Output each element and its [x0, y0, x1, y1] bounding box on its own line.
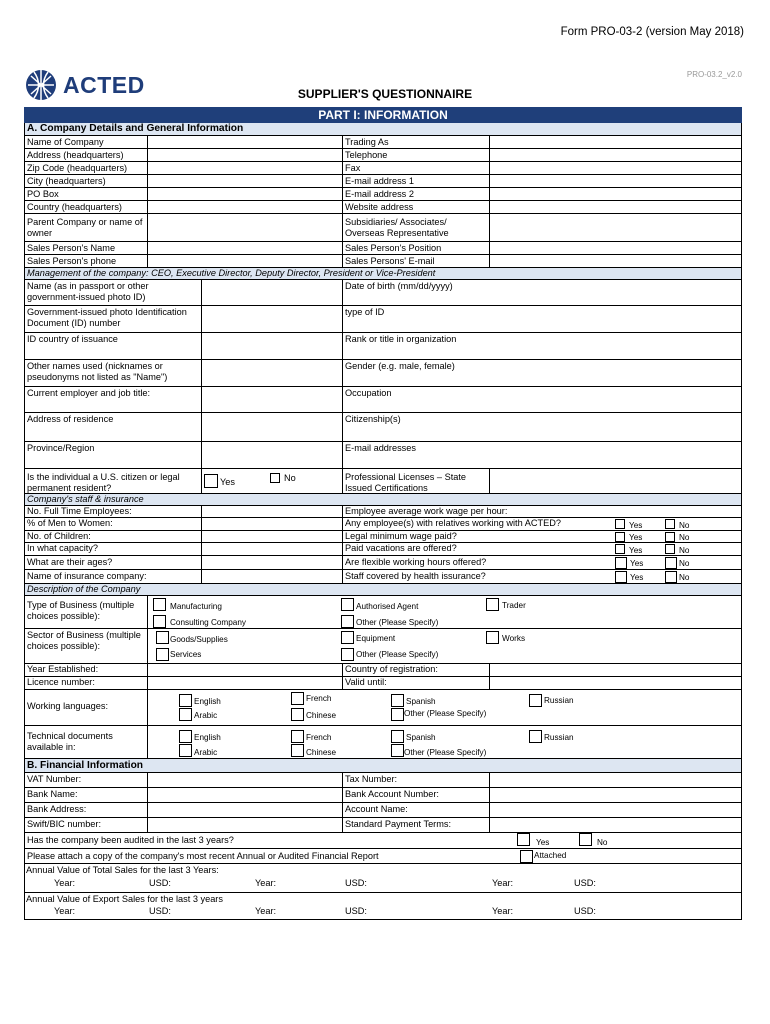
field-input[interactable] [201, 442, 342, 468]
option-label: Works [502, 634, 526, 643]
logo-text: ACTED [63, 71, 145, 98]
total-sales-block [24, 864, 742, 893]
field-input[interactable] [147, 242, 342, 254]
flexible-hours-yes-checkbox[interactable] [615, 557, 627, 569]
field-label: What are their ages? [27, 557, 113, 567]
lang-russian-checkbox[interactable] [529, 694, 542, 707]
usd-label: USD: [345, 906, 367, 916]
option-label: No [679, 533, 690, 542]
field-input[interactable] [489, 214, 741, 241]
option-label: Yes [629, 533, 643, 542]
doc-arabic-checkbox[interactable] [179, 744, 192, 757]
staff-header: Company's staff & insurance [24, 494, 742, 506]
field-label: Parent Company or name of owner [27, 217, 143, 238]
field-label: Swift/BIC number: [27, 819, 102, 829]
field-label: Trading As [342, 136, 489, 148]
option-label: Goods/Supplies [170, 635, 228, 644]
vacations-yes-checkbox[interactable] [615, 544, 625, 554]
field-label: VAT Number: [27, 774, 82, 784]
field-input[interactable] [201, 531, 342, 542]
version-tag: PRO-03.2_v2.0 [686, 70, 742, 79]
company-rows [24, 136, 742, 268]
field-label: Bank Address: [27, 804, 87, 814]
lang-other-checkbox[interactable] [391, 708, 404, 721]
section-b-header: B. Financial Information [24, 759, 742, 773]
field-label: Tax Number: [342, 773, 489, 787]
doc-english-checkbox[interactable] [179, 730, 192, 743]
field-label: Sales Person's Position [342, 242, 489, 254]
doc-russian-checkbox[interactable] [529, 730, 542, 743]
lang-spanish-checkbox[interactable] [391, 694, 404, 707]
us-citizen-no-checkbox[interactable] [270, 473, 280, 483]
field-input[interactable] [615, 506, 741, 517]
goods-supplies-checkbox[interactable] [156, 631, 169, 644]
field-input[interactable] [489, 469, 741, 493]
min-wage-no-checkbox[interactable] [665, 532, 675, 542]
field-label: No. Full Time Employees: [27, 506, 132, 516]
field-label: Sales Person's Name [27, 243, 116, 253]
option-label: Spanish [406, 733, 436, 742]
field-input[interactable] [147, 175, 342, 187]
field-label: Is the individual a U.S. citizen or legal permanent resident? [27, 472, 180, 493]
doc-french-checkbox[interactable] [291, 730, 304, 743]
field-input[interactable] [489, 188, 741, 200]
field-label: Fax [342, 162, 489, 174]
year-label: Year: [54, 878, 76, 888]
field-input[interactable] [147, 214, 342, 241]
type-other-checkbox[interactable] [341, 615, 354, 628]
field-input[interactable] [489, 773, 741, 787]
part-heading: PART I: INFORMATION [24, 107, 742, 123]
field-label: Professional Licenses – State Issued Certifications [342, 469, 489, 493]
doc-spanish-checkbox[interactable] [391, 730, 404, 743]
field-input[interactable] [489, 162, 741, 174]
field-label: Bank Name: [27, 789, 78, 799]
option-label: Russian [544, 696, 574, 705]
field-input[interactable] [201, 387, 342, 412]
option-label: Other (Please Specify) [356, 650, 439, 659]
option-label: Yes [536, 838, 550, 847]
lang-chinese-checkbox[interactable] [291, 708, 304, 721]
field-input[interactable] [201, 360, 342, 386]
option-label: No [597, 838, 608, 847]
field-input[interactable] [147, 677, 342, 689]
option-label: French [306, 733, 332, 742]
option-label: Other (Please Specify) [404, 748, 487, 757]
option-label: No [679, 573, 690, 582]
management-header: Management of the company: CEO, Executive Director, Deputy Director, President or Vice-President [24, 268, 742, 280]
field-input[interactable] [147, 188, 342, 200]
field-input[interactable] [201, 306, 342, 332]
option-label: Yes [629, 521, 643, 530]
field-label: Address (headquarters) [27, 150, 124, 160]
usd-label: USD: [574, 906, 596, 916]
field-label: Are flexible working hours offered? [342, 556, 615, 569]
field-label: In what capacity? [27, 543, 98, 553]
field-input[interactable] [147, 818, 342, 832]
field-input[interactable] [489, 175, 741, 187]
option-label: No [679, 559, 690, 568]
field-label: Other names used (nicknames or pseudonyms not listed as "Name") [27, 361, 168, 382]
field-input[interactable] [201, 518, 342, 530]
field-input[interactable] [147, 803, 342, 817]
option-label: Yes [630, 573, 644, 582]
field-input[interactable] [201, 556, 342, 569]
attached-checkbox[interactable] [520, 850, 533, 863]
option-label: Chinese [306, 711, 337, 720]
usd-label: USD: [574, 878, 596, 888]
field-label: Sector of Business (multiple choices possible): [27, 630, 141, 651]
year-label: Year: [54, 906, 76, 916]
field-label: Zip Code (headquarters) [27, 163, 128, 173]
lang-french-checkbox[interactable] [291, 692, 304, 705]
page-title: SUPPLIER'S QUESTIONNAIRE [297, 87, 473, 101]
field-input[interactable] [489, 255, 741, 267]
year-label: Year: [492, 878, 514, 888]
relatives-yes-checkbox[interactable] [615, 519, 625, 529]
option-label: French [306, 694, 332, 703]
option-label: Russian [544, 733, 574, 742]
field-label: E-mail addresses [342, 442, 741, 468]
option-label: Manufacturing [170, 602, 222, 611]
field-input[interactable] [489, 136, 741, 148]
doc-chinese-checkbox[interactable] [291, 744, 304, 757]
audited-yes-checkbox[interactable] [517, 833, 530, 846]
field-label: Address of residence [27, 414, 114, 424]
field-label: Staff covered by health issurance? [342, 570, 615, 583]
option-label: Yes [220, 477, 235, 487]
field-label: ID country of issuance [27, 334, 118, 344]
authorised-agent-checkbox[interactable] [341, 598, 354, 611]
field-label: Technical documents available in: [27, 731, 113, 752]
option-label: Other (Please Specify) [356, 618, 439, 627]
field-label: Year Established: [27, 664, 99, 674]
year-label: Year: [492, 906, 514, 916]
field-label: Province/Region [27, 443, 95, 453]
field-input[interactable] [201, 413, 342, 441]
field-label: No. of Children: [27, 531, 91, 541]
business-sector-options [147, 629, 741, 663]
field-input[interactable] [489, 788, 741, 802]
field-input[interactable] [147, 773, 342, 787]
option-label: No [679, 521, 690, 530]
field-label: Has the company been audited in the last 3 years? [27, 835, 234, 845]
field-label: Gender (e.g. male, female) [342, 360, 741, 386]
field-label: City (headquarters) [27, 176, 106, 186]
field-label: Website address [342, 201, 489, 213]
field-input[interactable] [201, 333, 342, 359]
field-input[interactable] [489, 149, 741, 161]
field-label: Please attach a copy of the company's most recent Annual or Audited Financial Report [27, 851, 379, 861]
field-label: Annual Value of Export Sales for the last 3 years [26, 894, 223, 904]
audited-options [505, 833, 741, 848]
field-label: Annual Value of Total Sales for the last 3 Years: [26, 865, 219, 875]
field-input[interactable] [147, 788, 342, 802]
field-label: Name of insurance company: [27, 571, 147, 581]
field-label: Country (headquarters) [27, 202, 122, 212]
field-label: Employee average work wage per hour: [342, 506, 615, 517]
year-label: Year: [255, 878, 277, 888]
field-label: Licence number: [27, 677, 95, 687]
field-input[interactable] [201, 280, 342, 305]
field-label: Citizenship(s) [342, 413, 741, 441]
field-label: E-mail address 2 [342, 188, 489, 200]
health-yes-checkbox[interactable] [615, 571, 627, 583]
flexible-hours-no-checkbox[interactable] [665, 557, 677, 569]
field-input[interactable] [489, 677, 741, 689]
field-input[interactable] [489, 664, 741, 676]
option-label: Spanish [406, 697, 436, 706]
field-label: Subsidiaries/ Associates/ Overseas Representative [342, 214, 489, 241]
working-languages-options [147, 690, 741, 725]
field-label: PO Box [27, 189, 59, 199]
option-label: Other (Please Specify) [404, 709, 487, 718]
field-label: Sales Person's phone [27, 256, 117, 266]
supplier-form [24, 123, 742, 920]
field-label: Country of registration: [342, 664, 489, 676]
health-no-checkbox[interactable] [665, 571, 677, 583]
field-input[interactable] [147, 255, 342, 267]
option-label: Authorised Agent [356, 602, 419, 611]
us-citizen-options [201, 469, 342, 493]
field-label: Working languages: [27, 701, 109, 711]
option-label: Trader [502, 601, 526, 610]
field-label: % of Men to Women: [27, 518, 113, 528]
option-label: Arabic [194, 748, 218, 757]
min-wage-yes-checkbox[interactable] [615, 532, 625, 542]
trader-checkbox[interactable] [486, 598, 499, 611]
usd-label: USD: [149, 906, 171, 916]
field-input[interactable] [489, 818, 741, 832]
field-input[interactable] [147, 664, 342, 676]
option-label: English [194, 733, 221, 742]
usd-label: USD: [345, 878, 367, 888]
business-type-options [147, 596, 741, 628]
consulting-checkbox[interactable] [153, 615, 166, 628]
option-label: Consulting Company [170, 618, 247, 627]
field-label: Type of Business (multiple choices possible): [27, 600, 135, 621]
description-header: Description of the Company [24, 584, 742, 596]
field-label: Standard Payment Terms: [342, 818, 489, 832]
field-label: Occupation [342, 387, 741, 412]
field-label: Sales Persons' E-mail [342, 255, 489, 267]
relatives-no-checkbox[interactable] [665, 519, 675, 529]
option-label: Attached [534, 851, 567, 860]
works-checkbox[interactable] [486, 631, 499, 644]
year-label: Year: [255, 906, 277, 916]
us-citizen-yes-checkbox[interactable] [204, 474, 218, 488]
field-label: type of ID [342, 306, 741, 332]
field-label: Date of birth (mm/dd/yyyy) [342, 280, 741, 305]
option-label: Equipment [356, 634, 396, 643]
equipment-checkbox[interactable] [341, 631, 354, 644]
field-label: E-mail address 1 [342, 175, 489, 187]
field-label: Name of Company [27, 137, 104, 147]
option-label: English [194, 697, 221, 706]
sector-other-checkbox[interactable] [341, 648, 354, 661]
field-label: Any employee(s) with relatives working with ACTED? [342, 518, 615, 530]
form-number: Form PRO-03-2 (version May 2018) [560, 26, 744, 38]
option-label: Services [170, 650, 202, 659]
field-label: Account Name: [342, 803, 489, 817]
field-input[interactable] [201, 570, 342, 583]
services-checkbox[interactable] [156, 648, 169, 661]
option-label: Yes [629, 546, 643, 555]
option-label: Chinese [306, 748, 337, 757]
field-input[interactable] [147, 162, 342, 174]
field-input[interactable] [147, 201, 342, 213]
field-input[interactable] [489, 242, 741, 254]
option-label: No [679, 546, 690, 555]
field-label: Valid until: [342, 677, 489, 689]
field-label: Legal minimum wage paid? [342, 531, 615, 542]
option-label: No [284, 473, 296, 483]
field-label: Bank Account Number: [342, 788, 489, 802]
field-input[interactable] [489, 201, 741, 213]
export-sales-block [24, 893, 742, 920]
field-input[interactable] [147, 136, 342, 148]
field-input[interactable] [147, 149, 342, 161]
field-input[interactable] [489, 803, 741, 817]
field-input[interactable] [201, 543, 342, 555]
option-label: Arabic [194, 711, 218, 720]
lang-english-checkbox[interactable] [179, 694, 192, 707]
field-label: Name (as in passport or other government-issued photo ID) [27, 281, 149, 302]
vacations-no-checkbox[interactable] [665, 544, 675, 554]
doc-other-checkbox[interactable] [391, 744, 404, 757]
field-label: Rank or title in organization [342, 333, 741, 359]
field-label: Telephone [342, 149, 489, 161]
field-label: Government-issued photo Identification Document (ID) number [27, 307, 187, 328]
technical-docs-options [147, 726, 741, 758]
manufacturing-checkbox[interactable] [153, 598, 166, 611]
option-label: Yes [630, 559, 644, 568]
audited-no-checkbox[interactable] [579, 833, 592, 846]
attached-option [515, 849, 741, 863]
usd-label: USD: [149, 878, 171, 888]
field-label: Current employer and job title: [27, 388, 151, 398]
field-input[interactable] [201, 506, 342, 517]
lang-arabic-checkbox[interactable] [179, 708, 192, 721]
field-label: Paid vacations are offered? [342, 543, 615, 555]
section-a-header: A. Company Details and General Information [24, 123, 742, 136]
